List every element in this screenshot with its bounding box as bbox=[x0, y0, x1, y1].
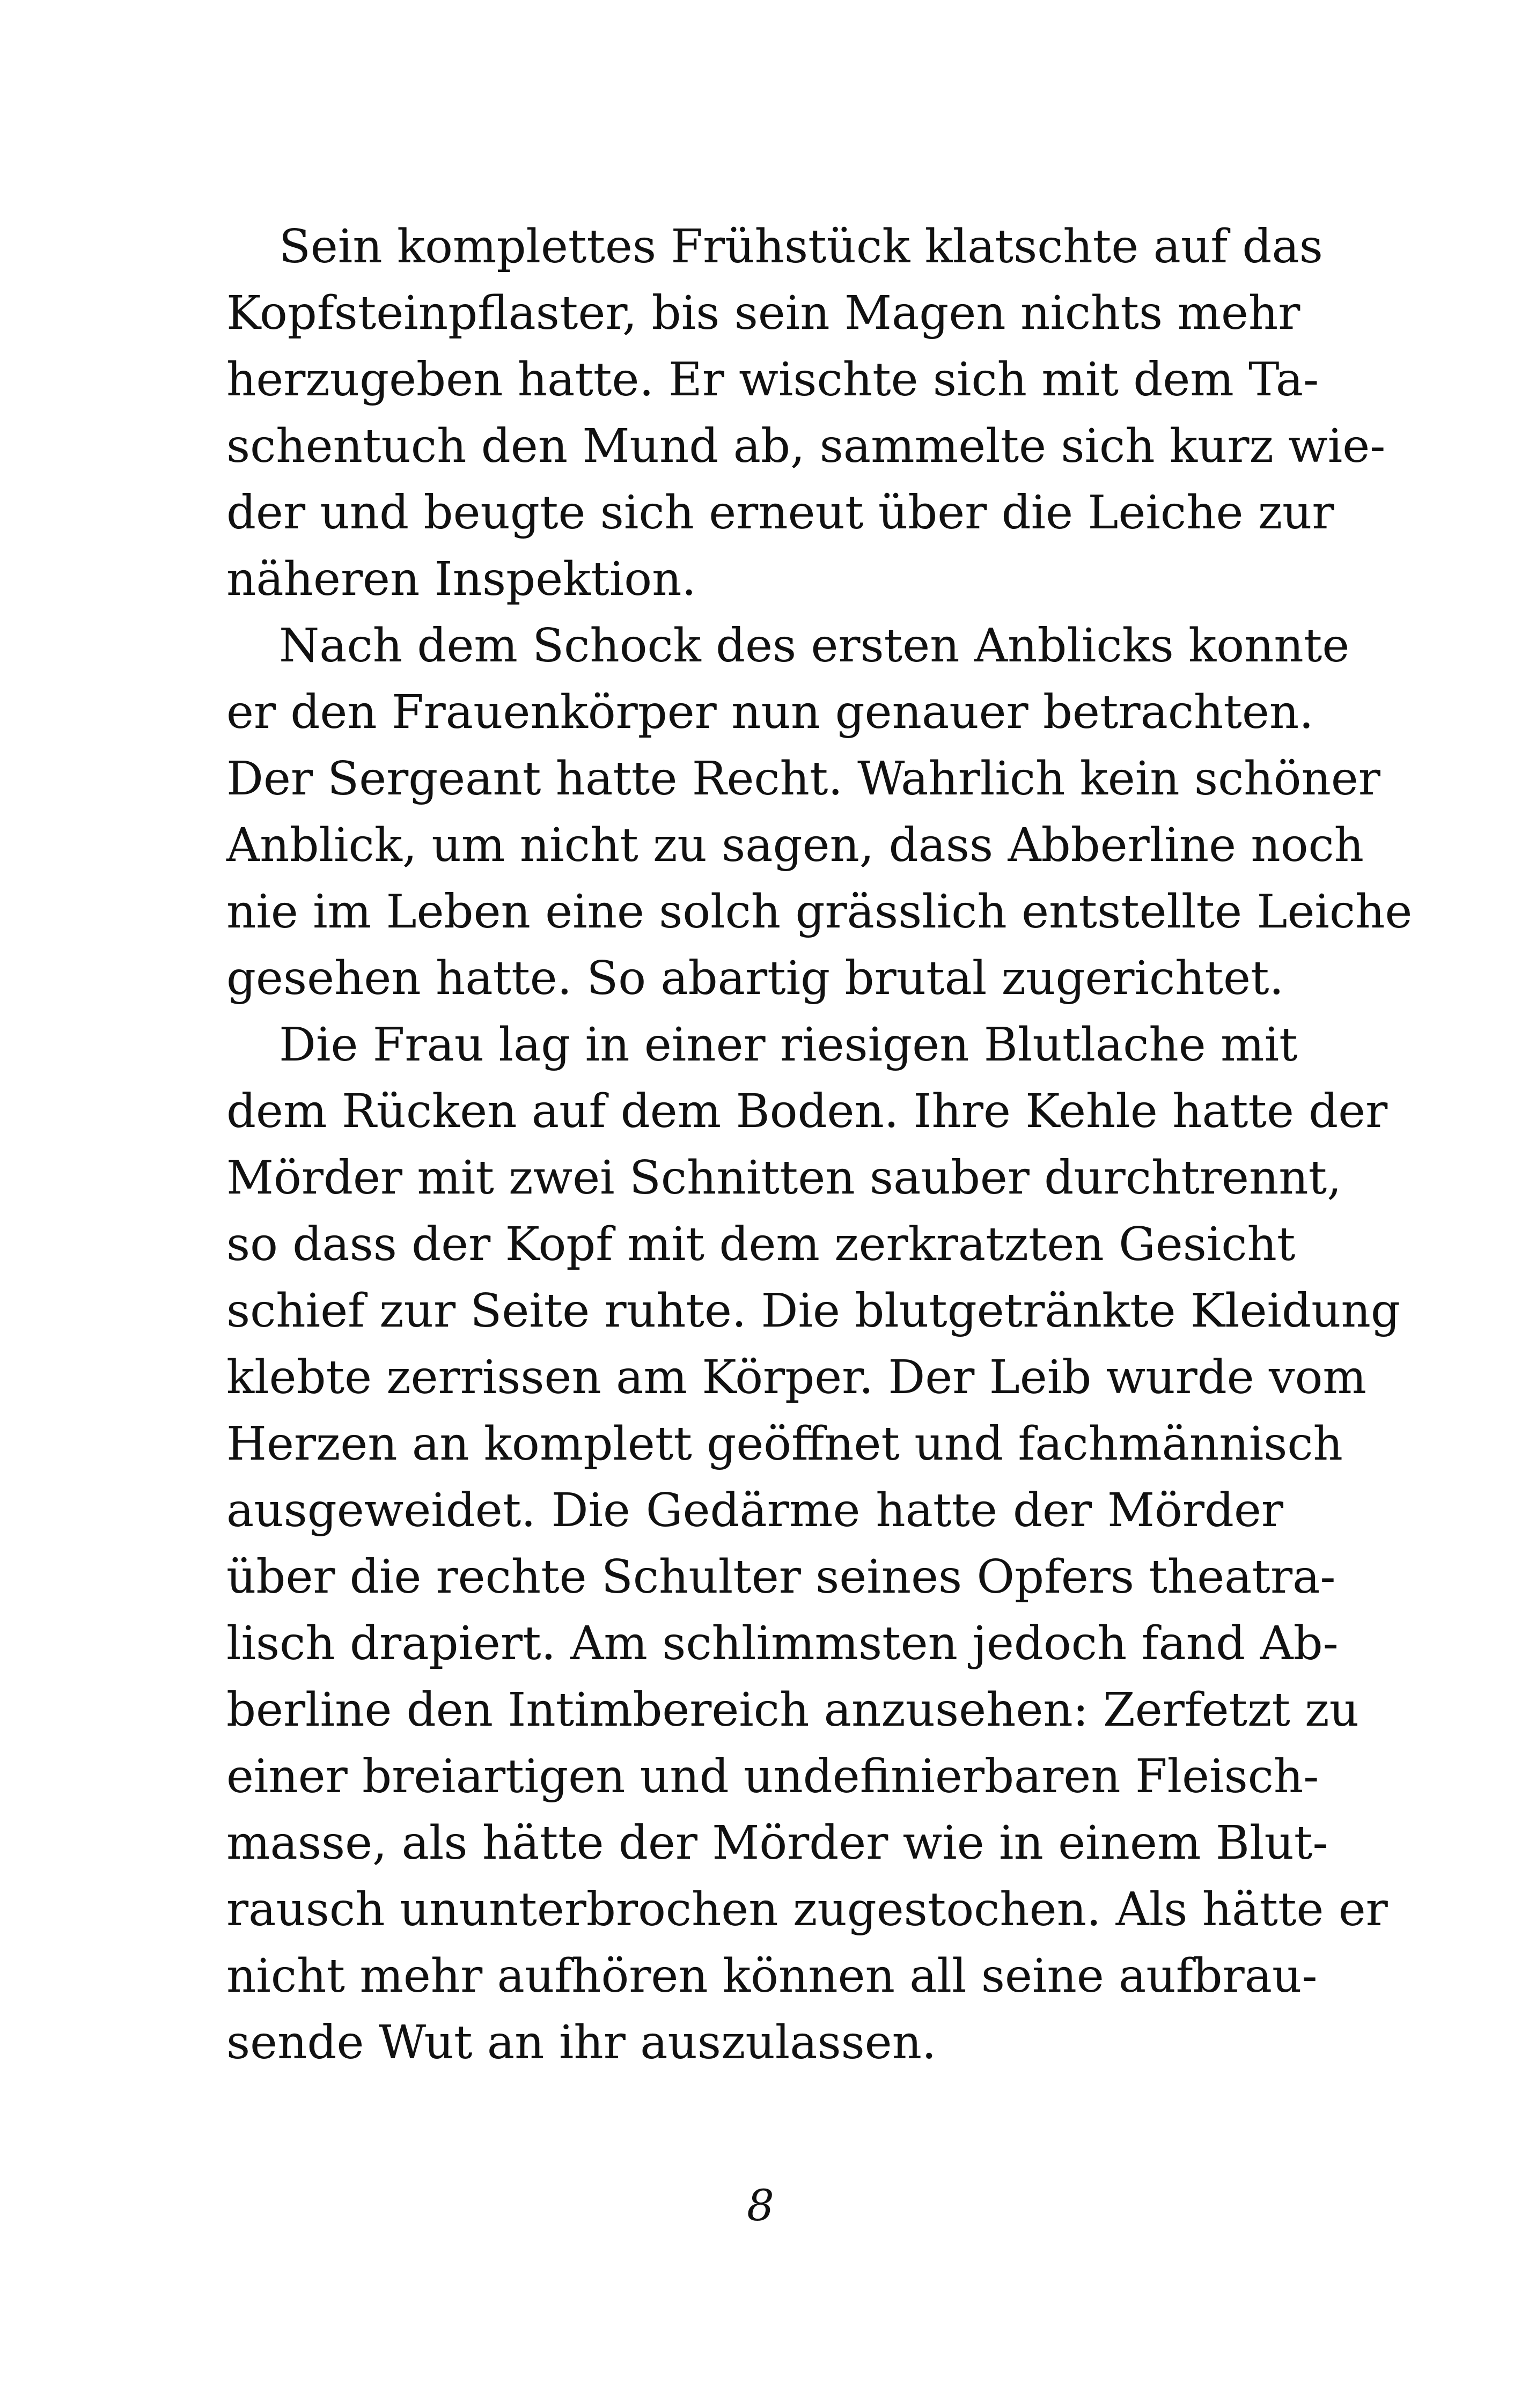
text-line: der und beugte sich erneut über die Leiche zur bbox=[226, 486, 1334, 540]
text-line: nicht mehr aufhören können all seine aufbrau- bbox=[226, 1949, 1318, 2003]
text-line: dem Rücken auf dem Boden. Ihre Kehle hatte der bbox=[226, 1085, 1388, 1138]
text-line: er den Frauenkörper nun genauer betrachten. bbox=[226, 686, 1314, 739]
text-line: berline den Intimbereich anzusehen: Zerfetzt zu bbox=[226, 1683, 1359, 1737]
text-line: masse, als hätte der Mörder wie in einem Blut- bbox=[226, 1816, 1328, 1870]
text-line: Die Frau lag in einer riesigen Blutlache mit bbox=[279, 1018, 1298, 1072]
text-line: Kopfsteinpflaster, bis sein Magen nichts mehr bbox=[226, 286, 1300, 340]
text-line: Der Sergeant hatte Recht. Wahrlich kein schöner bbox=[226, 752, 1380, 806]
page-number: 8 bbox=[747, 2181, 774, 2230]
text-line: lisch drapiert. Am schlimmsten jedoch fand Ab- bbox=[226, 1617, 1339, 1670]
text-line: herzugeben hatte. Er wischte sich mit dem Ta- bbox=[226, 353, 1319, 407]
text-line: klebte zerrissen am Körper. Der Leib wurde vom bbox=[226, 1351, 1366, 1404]
text-line: einer breiartigen und undefinierbaren Fleisch- bbox=[226, 1750, 1319, 1803]
text-line: sende Wut an ihr auszulassen. bbox=[226, 2016, 937, 2070]
text-line: schief zur Seite ruhte. Die blutgetränkte Kleidung bbox=[226, 1284, 1400, 1338]
text-line: gesehen hatte. So abartig brutal zugerichtet. bbox=[226, 952, 1284, 1005]
text-line: über die rechte Schulter seines Opfers theatra- bbox=[226, 1550, 1336, 1604]
paragraph-3 bbox=[226, 1012, 1400, 2076]
text-line: Nach dem Schock des ersten Anblicks konnte bbox=[279, 619, 1350, 673]
paragraph-2 bbox=[226, 613, 1413, 1012]
text-line: näheren Inspektion. bbox=[226, 553, 696, 606]
paragraph-1 bbox=[226, 213, 1386, 613]
text-line: Anblick, um nicht zu sagen, dass Abberline noch bbox=[226, 819, 1364, 872]
text-line: nie im Leben eine solch grässlich entstellte Leiche bbox=[226, 885, 1413, 939]
text-line: rausch ununterbrochen zugestochen. Als hätte er bbox=[226, 1883, 1388, 1936]
text-line: Mörder mit zwei Schnitten sauber durchtrennt, bbox=[226, 1151, 1342, 1205]
text-line: schentuch den Mund ab, sammelte sich kurz wie- bbox=[226, 419, 1386, 473]
text-line: Sein komplettes Frühstück klatschte auf das bbox=[279, 220, 1323, 274]
body-text bbox=[226, 213, 1413, 2076]
text-line: ausgeweidet. Die Gedärme hatte der Mörder bbox=[226, 1484, 1283, 1537]
text-line: Herzen an komplett geöffnet und fachmännisch bbox=[226, 1417, 1343, 1471]
text-line: so dass der Kopf mit dem zerkratzten Gesicht bbox=[226, 1218, 1296, 1271]
